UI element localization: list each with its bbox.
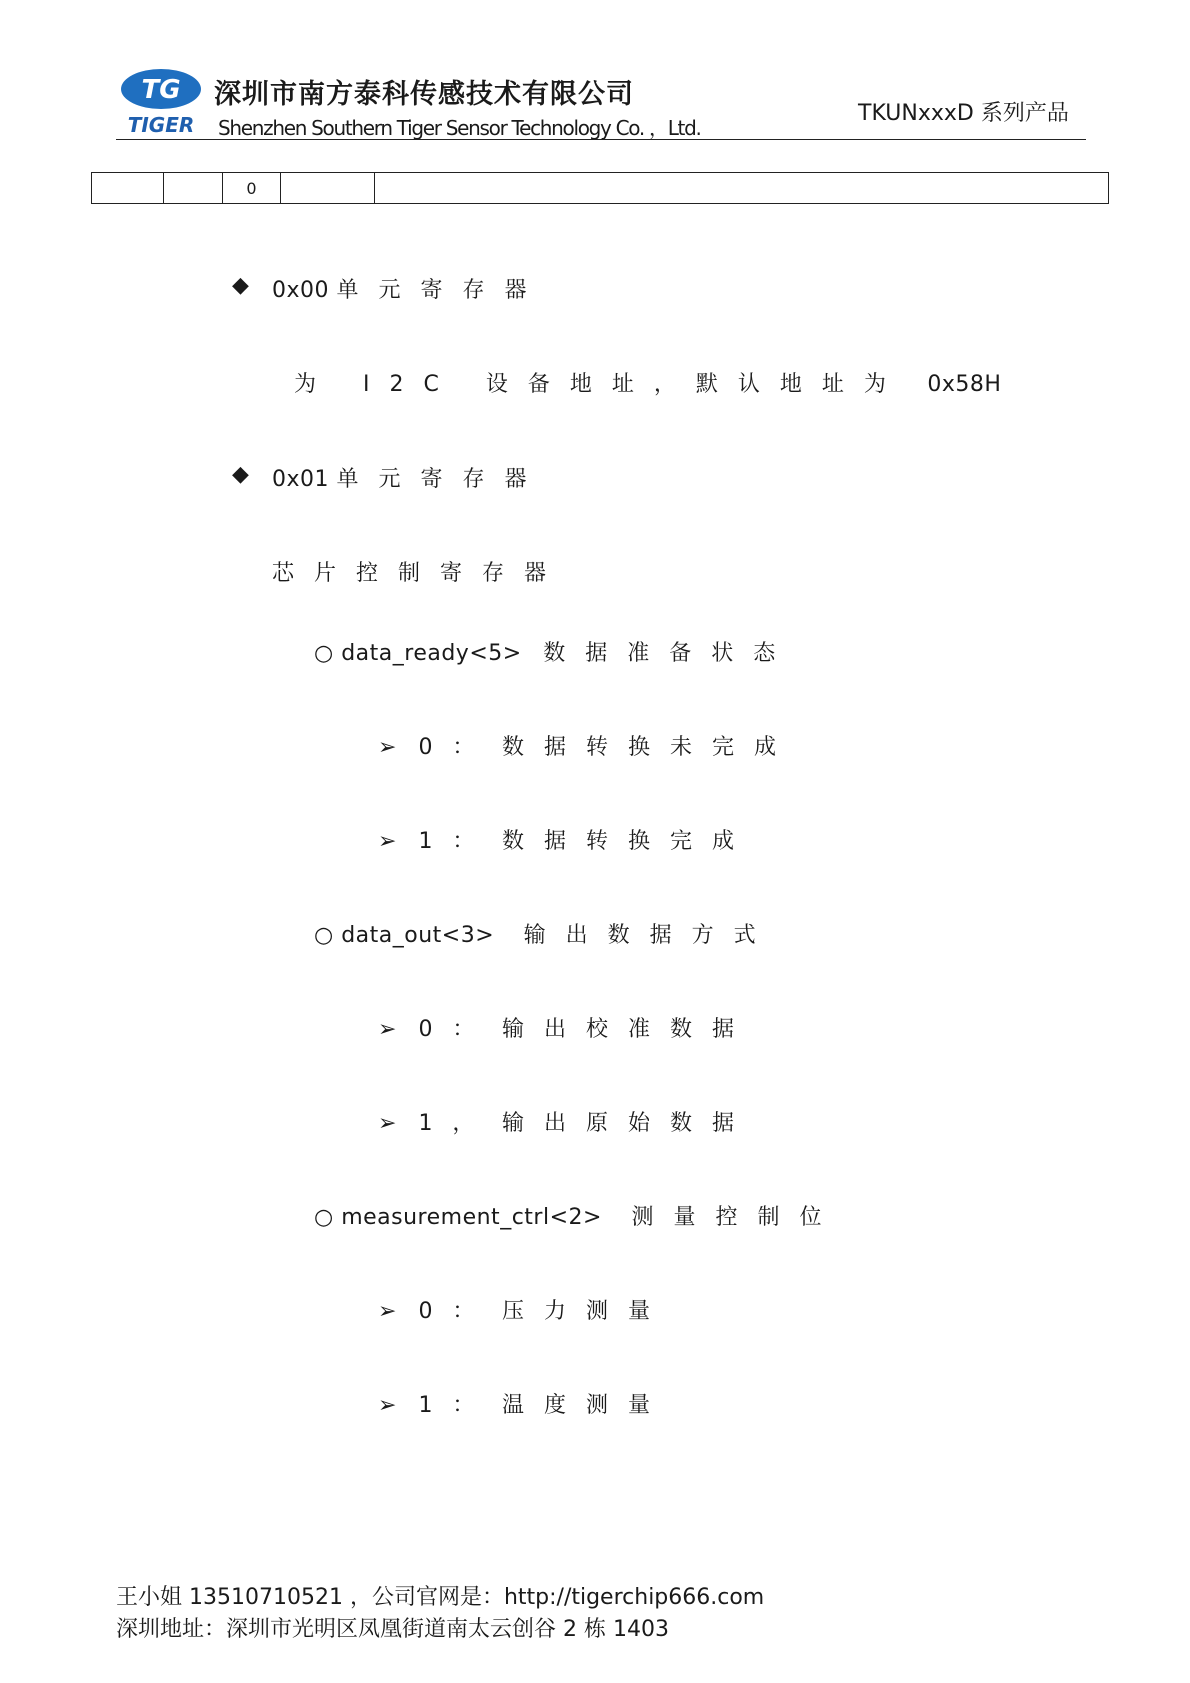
option-row xyxy=(378,730,796,761)
company-logo xyxy=(118,68,204,136)
diamond-bullet-icon: ◆ xyxy=(232,273,249,298)
footer-contact: 王小姐 13510710521 ，公司官网是：http://tigerchip666.com xyxy=(116,1585,765,1610)
register-heading-0x00 xyxy=(272,273,547,304)
logo-text-bottom: TIGER xyxy=(127,113,195,136)
option-row xyxy=(378,1106,754,1137)
field-name: data_ready<5> xyxy=(341,641,522,666)
field-measurement-ctrl xyxy=(314,1200,841,1231)
option-row xyxy=(378,1388,670,1419)
option-text: 输出校准数据 xyxy=(501,1017,754,1042)
footer-address: 深圳地址：深圳市光明区凤凰街道南太云创谷 2 栋 1403 xyxy=(116,1617,669,1642)
register-table-fragment xyxy=(91,172,1109,204)
register-label: 单元寄存器 xyxy=(336,467,547,492)
option-text: 数据转换未完成 xyxy=(501,735,796,760)
option-key: 0： xyxy=(418,1017,495,1042)
option-key: 1， xyxy=(418,1111,495,1136)
field-data-out xyxy=(314,918,776,949)
table-cell: 0 xyxy=(223,173,281,204)
company-name-cn: 深圳市南方泰科传感技术有限公司 xyxy=(214,79,634,110)
arrow-bullet-icon: ➢ xyxy=(378,1393,397,1418)
option-key: 1： xyxy=(418,829,495,854)
table-cell xyxy=(375,173,1109,204)
circle-bullet-icon: ○ xyxy=(314,641,342,666)
register-description-0x01 xyxy=(272,556,566,587)
option-key: 0： xyxy=(418,735,495,760)
register-address: 0x00 xyxy=(272,278,330,303)
register-address: 0x01 xyxy=(272,467,330,492)
field-desc: 测量控制位 xyxy=(631,1205,842,1230)
description-text: 芯片控制寄存器 xyxy=(272,561,567,586)
arrow-bullet-icon: ➢ xyxy=(378,735,397,760)
company-name-en: Shenzhen Southern Tiger Sensor Technology Co. ，Ltd. xyxy=(218,116,701,140)
option-text: 输出原始数据 xyxy=(501,1111,754,1136)
arrow-bullet-icon: ➢ xyxy=(378,829,397,854)
header-divider xyxy=(116,139,1086,140)
default-address: 0x58H xyxy=(927,372,1002,397)
option-key: 1： xyxy=(418,1393,495,1418)
field-desc: 数据准备状态 xyxy=(543,641,796,666)
circle-bullet-icon: ○ xyxy=(314,923,342,948)
option-text: 数据转换完成 xyxy=(501,829,754,854)
option-text: 压力测量 xyxy=(501,1299,670,1324)
register-label: 单元寄存器 xyxy=(336,278,547,303)
option-row xyxy=(378,824,754,855)
option-row xyxy=(378,1012,754,1043)
register-heading-0x01 xyxy=(272,462,547,493)
register-description-0x00 xyxy=(294,367,1001,398)
arrow-bullet-icon: ➢ xyxy=(378,1017,397,1042)
field-name: measurement_ctrl<2> xyxy=(341,1205,602,1230)
field-data-ready xyxy=(314,636,795,667)
table-row xyxy=(92,173,1109,204)
option-text: 温度测量 xyxy=(501,1393,670,1418)
circle-bullet-icon: ○ xyxy=(314,1205,342,1230)
option-row xyxy=(378,1294,670,1325)
table-cell xyxy=(92,173,164,204)
table-cell xyxy=(164,173,223,204)
field-desc: 输出数据方式 xyxy=(523,923,776,948)
description-text: 为 I2C 设备地址，默认地址为 xyxy=(294,372,906,397)
table-cell xyxy=(281,173,375,204)
option-key: 0： xyxy=(418,1299,495,1324)
arrow-bullet-icon: ➢ xyxy=(378,1299,397,1324)
logo-text-top: TG xyxy=(141,75,181,105)
arrow-bullet-icon: ➢ xyxy=(378,1111,397,1136)
product-series: TKUNxxxD 系列产品 xyxy=(858,101,1069,126)
field-name: data_out<3> xyxy=(341,923,495,948)
diamond-bullet-icon: ◆ xyxy=(232,462,249,487)
